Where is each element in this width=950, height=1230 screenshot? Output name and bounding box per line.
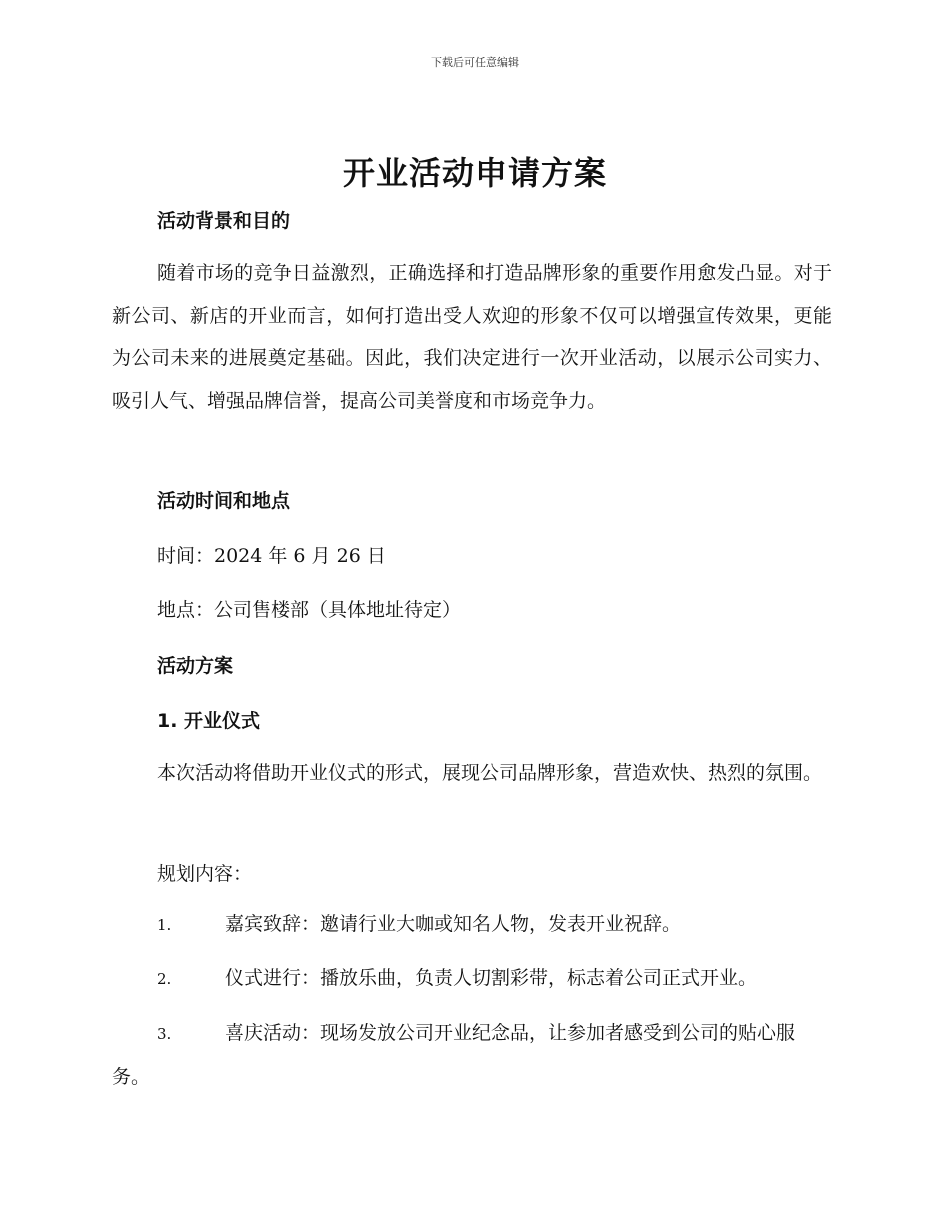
list-item [112, 957, 832, 1001]
list-item-number: 3. [157, 1025, 172, 1043]
ceremony-paragraph: 本次活动将借助开业仪式的形式，展现公司品牌形象，营造欢快、热烈的氛围。 [157, 762, 823, 784]
event-time: 时间：2024 年 6 月 26 日 [157, 545, 386, 567]
list-item-text: 仪式进行：播放乐曲，负责人切割彩带，标志着公司正式开业。 [225, 967, 758, 989]
event-place: 地点：公司售楼部（具体地址待定） [157, 599, 462, 621]
document-title: 开业活动申请方案 [342, 154, 607, 192]
list-item-number: 1. [157, 916, 172, 934]
list-item [112, 1012, 832, 1098]
section-heading-time-place: 活动时间和地点 [157, 490, 291, 512]
background-paragraph: 随着市场的竞争日益激烈，正确选择和打造品牌形象的重要作用愈发凸显。对于新公司、新店的开业而言，如何打造出受人欢迎的形象不仅可以增强宣传效果，更能为公司未来的进展奠定基础。因此，我们决定进行一次开业活动，以展示公司实力、吸引人气、增强品牌信誉，提高公司美誉度和市场竞争力。 [112, 262, 832, 412]
section-heading-plan: 活动方案 [157, 655, 234, 677]
list-item-text: 喜庆活动：现场发放公司开业纪念品，让参加者感受到公司的贴心服务。 [112, 1022, 796, 1088]
page-header-note: 下载后可任意编辑 [431, 56, 519, 69]
list-item-text: 嘉宾致辞：邀请行业大咖或知名人物，发表开业祝辞。 [225, 913, 682, 935]
subheading-opening-ceremony: 1. 开业仪式 [157, 710, 261, 732]
list-item [112, 903, 832, 947]
list-item-number: 2. [157, 970, 172, 988]
planning-label: 规划内容： [157, 863, 253, 885]
section-heading-background: 活动背景和目的 [157, 210, 291, 232]
